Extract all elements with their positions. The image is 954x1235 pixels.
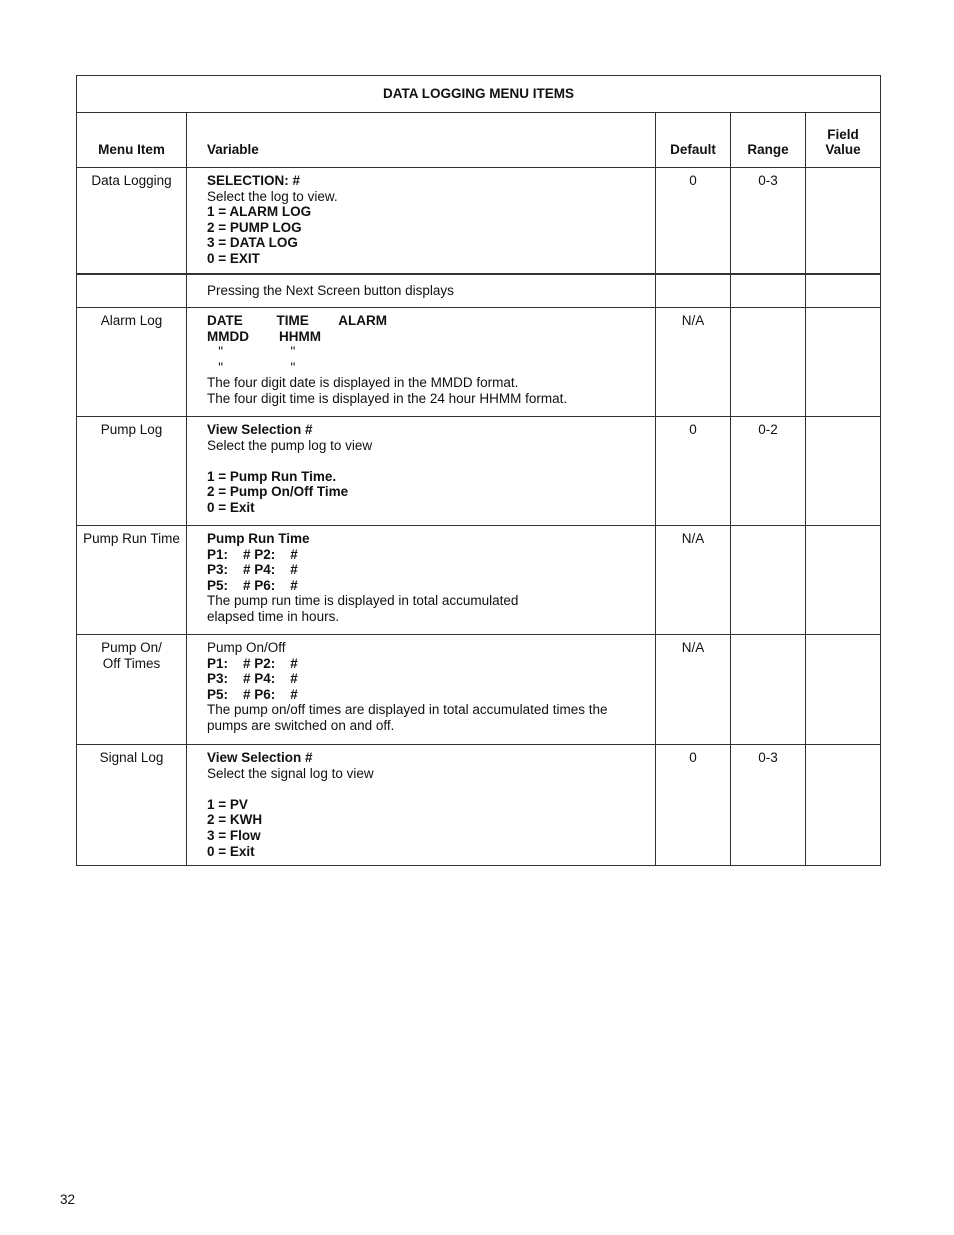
range-cell: 0-3 — [731, 745, 806, 866]
variable-line: Pump On/Off — [207, 640, 286, 655]
variable-cell — [187, 417, 656, 526]
variable-line: 2 = PUMP LOG — [207, 219, 302, 235]
variable-line: P1: # P2: # — [207, 546, 298, 562]
default-cell: N/A — [656, 526, 731, 635]
variable-line: P3: # P4: # — [207, 671, 298, 687]
variable-line: 0 = Exit — [207, 843, 255, 859]
variable-line: DATE TIME ALARM — [207, 313, 387, 328]
variable-line: P5: # P6: # — [207, 686, 298, 702]
variable-line: Select the signal log to view — [207, 765, 374, 781]
default-cell: 0 — [656, 168, 731, 274]
menu-item-line: Off Times — [102, 655, 161, 671]
header-row — [77, 113, 881, 168]
table-row-pump-on-off-times — [77, 635, 881, 745]
field-value-cell — [806, 168, 881, 274]
variable-line: View Selection # — [207, 750, 313, 765]
variable-line: SELECTION: # — [207, 173, 301, 188]
menu-item-cell: Signal Log — [77, 745, 187, 866]
table-row-pump-log — [77, 417, 881, 526]
variable-line: The four digit time is displayed in the 24 hour HHMM format. — [207, 390, 568, 406]
range-cell — [731, 526, 806, 635]
default-cell: N/A — [656, 635, 731, 745]
variable-line: MMDD HHMM — [207, 328, 321, 344]
variable-cell — [187, 635, 656, 745]
variable-line: 1 = ALARM LOG — [207, 204, 312, 220]
range-cell — [731, 275, 806, 308]
header-menu-item: Menu Item — [77, 113, 187, 168]
variable-cell — [187, 745, 656, 866]
variable-line: Select the pump log to view — [207, 437, 373, 453]
menu-item-line: Pump On/ — [101, 640, 162, 655]
variable-line: 0 = Exit — [207, 499, 255, 515]
table-title: DATA LOGGING MENU ITEMS — [77, 76, 881, 113]
variable-cell: Pressing the Next Screen button displays — [187, 275, 656, 308]
variable-line: P1: # P2: # — [207, 655, 298, 671]
default-cell: 0 — [656, 745, 731, 866]
menu-item-cell — [77, 275, 187, 308]
range-cell — [731, 308, 806, 417]
variable-line: Pump Run Time — [207, 531, 310, 546]
range-cell: 0-2 — [731, 417, 806, 526]
variable-cell — [187, 526, 656, 635]
variable-line: elapsed time in hours. — [207, 608, 340, 624]
default-cell — [656, 275, 731, 308]
table-row-data-logging — [77, 168, 881, 274]
header-field-value-line1: Field — [827, 126, 859, 142]
variable-line: 2 = Pump On/Off Time — [207, 484, 349, 500]
variable-line: " " — [207, 359, 296, 375]
variable-line: The four digit date is displayed in the MMDD format. — [207, 375, 519, 391]
field-value-cell — [806, 745, 881, 866]
menu-item-cell — [77, 635, 187, 745]
variable-line: The pump run time is displayed in total accumulated — [207, 593, 519, 609]
header-range: Range — [731, 113, 806, 168]
field-value-cell — [806, 417, 881, 526]
variable-line: " " — [207, 344, 296, 360]
field-value-cell — [806, 526, 881, 635]
variable-cell — [187, 168, 656, 274]
variable-line: Select the log to view. — [207, 188, 338, 204]
default-cell: 0 — [656, 417, 731, 526]
variable-line: View Selection # — [207, 422, 313, 437]
default-cell: N/A — [656, 308, 731, 417]
field-value-cell — [806, 635, 881, 745]
menu-item-cell: Pump Log — [77, 417, 187, 526]
variable-line: 2 = KWH — [207, 812, 263, 828]
variable-line: 3 = DATA LOG — [207, 235, 298, 251]
data-logging-table-bottom — [76, 274, 881, 866]
table-row-pump-run-time — [77, 526, 881, 635]
menu-item-cell: Alarm Log — [77, 308, 187, 417]
field-value-cell — [806, 275, 881, 308]
header-variable: Variable — [187, 113, 656, 168]
header-field-value-line2: Value — [825, 142, 861, 158]
range-cell — [731, 635, 806, 745]
table-row-alarm-log — [77, 308, 881, 417]
variable-line — [207, 781, 645, 797]
page-number: 32 — [60, 1192, 76, 1207]
table-row-signal-log — [77, 745, 881, 866]
table-row-next-screen — [77, 275, 881, 308]
menu-item-cell: Data Logging — [77, 168, 187, 274]
field-value-cell — [806, 308, 881, 417]
data-logging-table-top — [76, 75, 881, 274]
header-field-value — [806, 113, 881, 168]
variable-line — [207, 453, 645, 469]
variable-line: P5: # P6: # — [207, 577, 298, 593]
menu-item-cell: Pump Run Time — [77, 526, 187, 635]
variable-line: 3 = Flow — [207, 827, 261, 843]
variable-cell — [187, 308, 656, 417]
variable-line: 1 = PV — [207, 796, 248, 812]
variable-line: The pump on/off times are displayed in total accumulated times the — [207, 702, 608, 718]
variable-line: P3: # P4: # — [207, 562, 298, 578]
variable-line: 1 = Pump Run Time. — [207, 468, 337, 484]
variable-line: pumps are switched on and off. — [207, 717, 395, 733]
range-cell: 0-3 — [731, 168, 806, 274]
variable-line: 0 = EXIT — [207, 250, 260, 266]
header-default: Default — [656, 113, 731, 168]
